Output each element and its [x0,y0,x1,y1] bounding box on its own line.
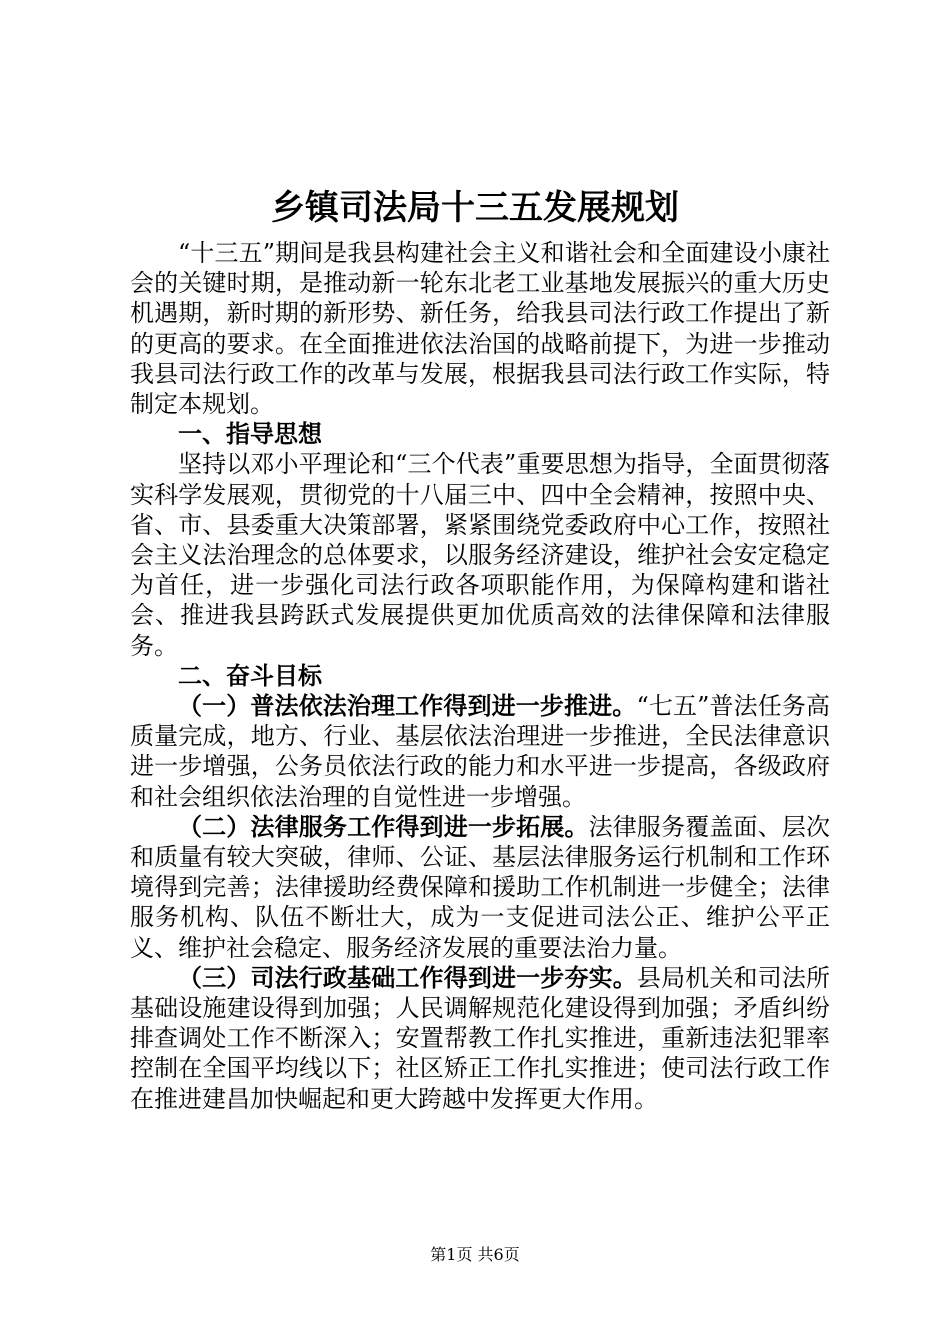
goal-item-1-head: （一）普法依法治理工作得到进一步推进。 [178,692,637,721]
document-title: 乡镇司法局十三五发展规划 [271,188,679,228]
guiding-thought-paragraph: 坚持以邓小平理论和“三个代表”重要思想为指导，全面贯彻落实科学发展观，贯彻党的十八届三中、四中全会精神，按照中央、省、市、县委重大决策部署，紧紧围绕党委政府中心工作，按照社会主义法治理念的总体要求，以服务经济建设，维护社会安定稳定为首任，进一步强化司法行政各项职能作用，为保障构建和谐社会、推进我县跨跃式发展提供更加优质高效的法律保障和法律服务。 [130,450,830,660]
goal-item-3 [130,963,830,1114]
document-body [130,238,830,1114]
goal-item-1 [130,691,830,812]
section-heading-guiding-thought: 一、指导思想 [178,420,322,449]
goal-item-1-text: “七五”普法任务高质量完成，地方、行业、基层依法治理进一步推进，全民法律意识进一步增强，公务员依法行政的能力和水平进一步提高，各级政府和社会组织依法治理的自觉性进一步增强。 [130,692,830,811]
goal-item-2 [130,812,830,963]
section-heading-goals: 二、奋斗目标 [178,661,322,690]
goal-item-2-head: （二）法律服务工作得到进一步拓展。 [178,812,589,841]
goal-item-3-text: 县局机关和司法所基础设施建设得到加强；人民调解规范化建设得到加强；矛盾纠纷排查调处工作不断深入；安置帮教工作扎实推进，重新违法犯罪率控制在全国平均线以下；社区矫正工作扎实推进；使司法行政工作在推进建昌加快崛起和更大跨越中发挥更大作用。 [130,963,830,1113]
goal-item-2-text: 法律服务覆盖面、层次和质量有较大突破，律师、公证、基层法律服务运行机制和工作环境得到完善；法律援助经费保障和援助工作机制进一步健全；法律服务机构、队伍不断壮大，成为一支促进司法公正、维护公平正义、维护社会稳定、服务经济发展的重要法治力量。 [130,812,831,962]
goal-item-3-head: （三）司法行政基础工作得到进一步夯实。 [178,963,637,992]
page-number-footer: 第1页 共6页 [430,1245,520,1264]
intro-paragraph: “十三五”期间是我县构建社会主义和谐社会和全面建设小康社会的关键时期，是推动新一轮东北老工业基地发展振兴的重大历史机遇期，新时期的新形势、新任务，给我县司法行政工作提出了新的更高的要求。在全面推进依法治国的战略前提下，为进一步推动我县司法行政工作的改革与发展，根据我县司法行政工作实际，特制定本规划。 [130,239,830,419]
